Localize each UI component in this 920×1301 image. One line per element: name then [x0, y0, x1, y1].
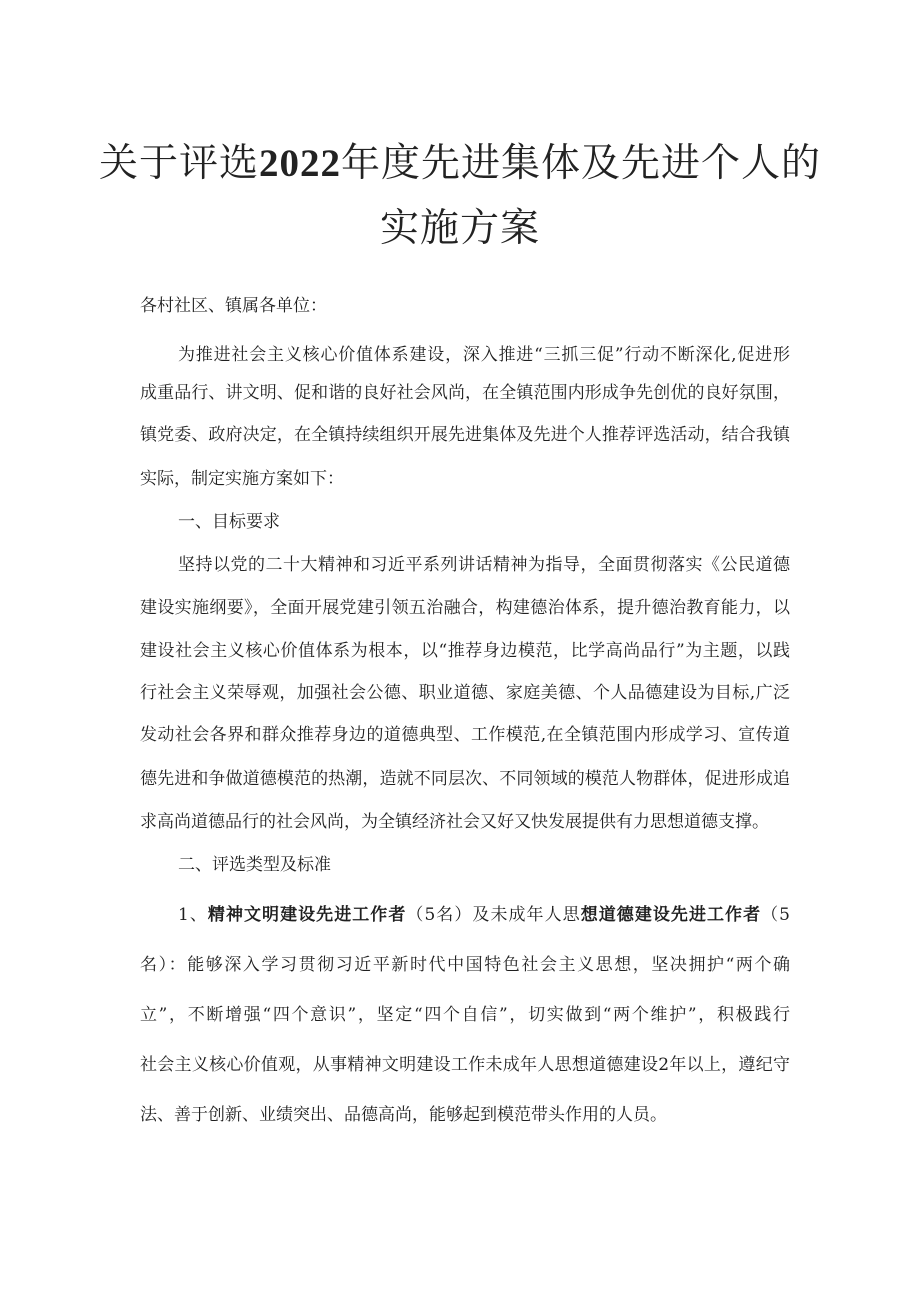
title-suffix: 年度先进集体及先进个人的 [341, 141, 822, 186]
item-title-1: 精神文明建设先进工作者 [207, 905, 407, 925]
document-title-line-1 [0, 132, 920, 188]
section1-line-2: 建设实施纲要》，全面开展党建引领五治融合，构建德治体系，提升德治教育能力，以 [140, 598, 790, 618]
section2-item1-line-3: 立”，不断增强“四个意识”，坚定“四个自信”，切实做到“两个维护”，积极践行 [140, 1005, 790, 1025]
intro-line-3: 镇党委、政府决定，在全镇持续组织开展先进集体及先进个人推荐评选活动，结合我镇 [140, 425, 790, 445]
item-count-2: （5 [761, 905, 791, 925]
section1-line-7: 求高尚道德品行的社会风尚，为全镇经济社会又好又快发展提供有力思想道德支撑。 [140, 812, 769, 832]
intro-line-1: 为推进社会主义核心价值体系建设，深入推进“三抓三促”行动不断深化,促进形 [178, 345, 790, 365]
section2-item1-line-5: 法、善于创新、业绩突出、品德高尚，能够起到模范带头作用的人员。 [140, 1105, 667, 1125]
item-mid-text: 及未成年人思 [472, 905, 581, 925]
document-title-line-2: 实施方案 [379, 206, 540, 251]
section1-line-4: 行社会主义荣辱观，加强社会公德、职业道德、家庭美德、个人品德建设为目标,广泛 [140, 683, 790, 703]
section2-item1-line-2: 名）：能够深入学习贯彻习近平新时代中国特色社会主义思想，坚决拥护“两个确 [140, 955, 790, 975]
title-prefix: 关于评选 [98, 141, 259, 186]
section2-item1-line-4: 社会主义核心价值观，从事精神文明建设工作未成年人思想道德建设2年以上，遵纪守 [140, 1055, 790, 1075]
salutation: 各村社区、镇属各单位： [140, 296, 327, 316]
section2-item1-line-1 [178, 903, 790, 927]
item-number: 1、 [178, 905, 208, 925]
section1-line-1: 坚持以党的二十大精神和习近平系列讲话精神为指导，全面贯彻落实《公民道德 [178, 555, 790, 575]
section1-line-5: 发动社会各界和群众推荐身边的道德典型、工作模范,在全镇范围内形成学习、宣传道 [140, 725, 790, 745]
section2-heading: 二、评选类型及标准 [178, 855, 331, 875]
section1-line-6: 德先进和争做道德模范的热潮，造就不同层次、不同领域的模范人物群体，促进形成追 [140, 769, 790, 789]
item-count-1: （5名） [406, 905, 473, 925]
intro-line-2: 成重品行、讲文明、促和谐的良好社会风尚，在全镇范围内形成争先创优的良好氛围， [140, 383, 790, 403]
section1-heading: 一、目标要求 [178, 512, 280, 532]
item-title-2: 想道德建设先进工作者 [580, 905, 762, 925]
title-year: 2022 [259, 142, 341, 185]
intro-line-4: 实际，制定实施方案如下： [140, 469, 344, 489]
section1-line-3: 建设社会主义核心价值体系为根本，以“推荐身边模范，比学高尚品行”为主题，以践 [140, 641, 790, 661]
